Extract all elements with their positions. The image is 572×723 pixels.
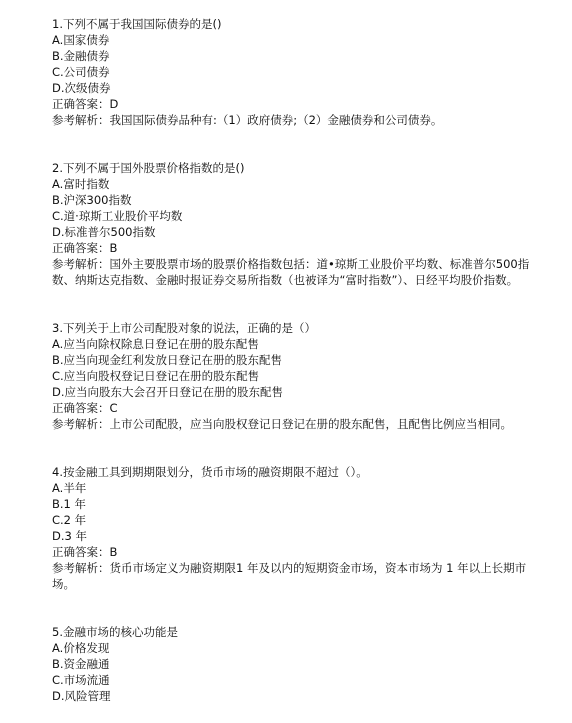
option-b: B.应当向现金红利发放日登记在册的股东配售	[52, 353, 283, 367]
option-c: C.应当向股权登记日登记在册的股东配售	[52, 369, 260, 383]
answer-analysis: 参考解析：我国国际债券品种有:（1）政府债券;（2）金融债券和公司债券。	[52, 113, 443, 127]
option-d: D.标准普尔500指数	[52, 225, 156, 239]
option-a: A.价格发现	[52, 641, 110, 655]
question-stem: 4.按金融工具到期期限划分，货币市场的融资期限不超过（）。	[52, 465, 368, 479]
option-a: A.富时指数	[52, 177, 110, 191]
exam-document	[52, 16, 532, 704]
question-4	[52, 464, 532, 592]
option-b: B.金融债券	[52, 49, 110, 63]
question-stem: 5.金融市场的核心功能是	[52, 625, 178, 639]
option-d: D.应当向股东大会召开日登记在册的股东配售	[52, 385, 284, 399]
option-c: C.2 年	[52, 513, 87, 527]
question-stem: 1.下列不属于我国国际债券的是()	[52, 17, 222, 31]
option-d: D.3 年	[52, 529, 87, 543]
option-a: A.半年	[52, 481, 87, 495]
option-c: C.市场流通	[52, 673, 110, 687]
option-b: B.资金融通	[52, 657, 110, 671]
answer-analysis: 参考解析：国外主要股票市场的股票价格指数包括：道•琼斯工业股价平均数、标准普尔500指数、纳斯达克指数、金融时报证券交易所指数（也被译为“富时指数”）、日经平均股价指数。	[52, 257, 530, 287]
option-d: D.风险管理	[52, 689, 111, 703]
option-c: C.公司债券	[52, 65, 110, 79]
correct-answer: 正确答案：C	[52, 401, 118, 415]
answer-analysis: 参考解析：货币市场定义为融资期限1 年及以内的短期资金市场，资本市场为 1 年以上长期市场。	[52, 561, 527, 591]
option-b: B.沪深300指数	[52, 193, 132, 207]
correct-answer: 正确答案：B	[52, 545, 118, 559]
question-stem: 2.下列不属于国外股票价格指数的是()	[52, 161, 245, 175]
answer-analysis: 参考解析：上市公司配股，应当向股权登记日登记在册的股东配售，且配售比例应当相同。	[52, 417, 512, 431]
question-stem: 3.下列关于上市公司配股对象的说法，正确的是（）	[52, 321, 316, 335]
option-d: D.次级债券	[52, 81, 111, 95]
option-c: C.道·琼斯工业股价平均数	[52, 209, 183, 223]
option-a: A.应当向除权除息日登记在册的股东配售	[52, 337, 259, 351]
option-b: B.1 年	[52, 497, 87, 511]
option-a: A.国家债券	[52, 33, 110, 47]
question-5	[52, 624, 532, 704]
correct-answer: 正确答案：D	[52, 97, 119, 111]
correct-answer: 正确答案：B	[52, 241, 118, 255]
question-3	[52, 320, 532, 432]
question-2	[52, 160, 532, 288]
question-1	[52, 16, 532, 128]
